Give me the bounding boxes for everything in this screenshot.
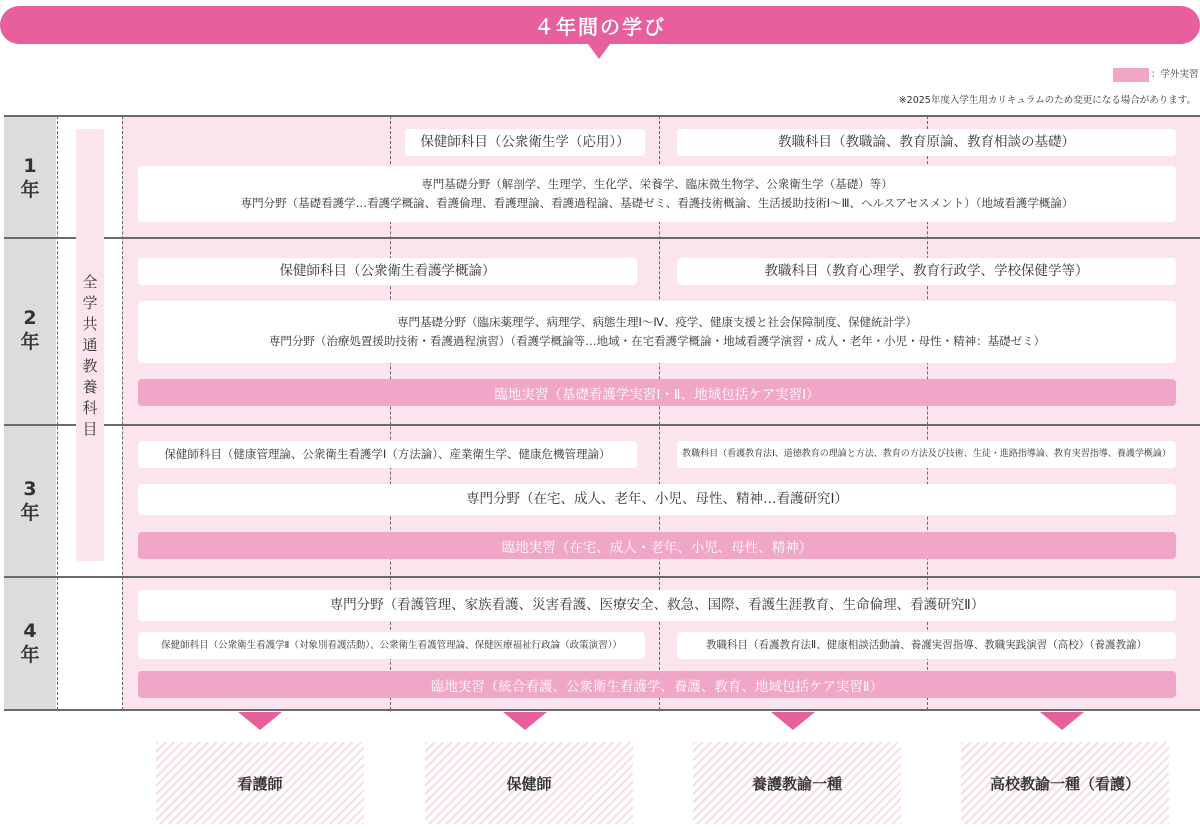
year-label-3: 3 年 [20, 478, 40, 524]
year3-phn-subjects: 保健師科目（健康管理論、公衆衛生看護学Ⅰ（方法論）、産業衛生学、健康危機管理論） [138, 441, 637, 468]
year-label-4: 4 年 [20, 620, 40, 666]
year3-specialized-subjects: 専門分野（在宅、成人、老年、小児、母性、精神…看護研究Ⅰ） [138, 484, 1176, 515]
year4-phn-subjects: 保健師科目（公衆衛生看護学Ⅱ（対象別看護活動）、公衆衛生看護管理論、保健医療福祉行政論（政策演習）） [138, 632, 645, 659]
year-label-2: 2 年 [20, 307, 40, 353]
divider [4, 709, 1200, 711]
year4-teaching-subjects: 教職科目（看護教育法Ⅱ、健康相談活動論、養護実習指導、教職実践演習（高校）（養護教諭） [677, 632, 1176, 659]
year3-teaching-subjects: 教職科目（看護教育法Ⅰ、道徳教育の理論と方法、教育の方法及び技術、生徒・進路指導論、教育実習指導、養護学概論） [677, 441, 1176, 468]
arrow-down-icon [503, 712, 547, 730]
year2-specialized-subjects: 専門基礎分野（臨床薬理学、病理学、病態生理Ⅰ～Ⅳ、疫学、健康支援と社会保障制度、保健統計学） 専門分野（治療処置援助技術・看護過程演習）（看護学概論等…地域・在宅看護学概論・地域看護学演習・成人・老年・小児・母性・精神：基礎ゼミ） [138, 301, 1176, 363]
year1-phn-subjects: 保健師科目（公衆衛生学（応用）） [405, 129, 645, 156]
arrow-down-icon [771, 712, 815, 730]
outcome-school-nurse-teacher: 養護教諭一種 [693, 742, 901, 824]
title-arrow-icon [588, 44, 610, 59]
page-title: ４年間の学び [0, 6, 1200, 44]
outcome-high-school-teacher: 高校教諭一種（看護） [961, 742, 1169, 824]
year1-teaching-subjects: 教職科目（教職論、教育原論、教育相談の基礎） [677, 129, 1176, 156]
year2-phn-subjects: 保健師科目（公衆衛生看護学概論） [138, 258, 637, 285]
divider-dashed [122, 116, 123, 710]
year1-specialized-subjects: 専門基礎分野（解剖学、生理学、生化学、栄養学、臨床微生物学、公衆衛生学（基礎）等） 専門分野（基礎看護学…看護学概論、看護倫理、看護理論、看護過程論、基礎ゼミ、看護技術概論、生活援助技術Ⅰ～Ⅲ、ヘルスアセスメント）（地域看護学概論） [138, 166, 1176, 222]
year2-teaching-subjects: 教職科目（教育心理学、教育行政学、学校保健学等） [677, 258, 1176, 285]
outcome-nurse: 看護師 [156, 742, 364, 824]
divider-dashed [57, 116, 58, 710]
year-label-1: 1 年 [20, 155, 40, 201]
divider [4, 424, 1200, 426]
divider [4, 237, 1200, 239]
legend-swatch [1113, 68, 1149, 82]
curriculum-note: ※2025年度入学生用カリキュラムのため変更になる場合があります。 [898, 95, 1196, 106]
arrow-down-icon [1040, 712, 1084, 730]
divider [4, 576, 1200, 578]
legend-label: ：学外実習 [1151, 69, 1199, 80]
outcome-public-health-nurse: 保健師 [425, 742, 633, 824]
year4-clinical-practice: 臨地実習（統合看護、公衆衛生看護学、養護、教育、地域包括ケア実習Ⅱ） [138, 671, 1176, 698]
common-subjects-label: 全学共通教養科目 [82, 273, 98, 438]
year3-clinical-practice: 臨地実習（在宅、成人・老年、小児、母性、精神） [138, 532, 1176, 559]
arrow-down-icon [238, 712, 282, 730]
year4-specialized-subjects: 専門分野（看護管理、家族看護、災害看護、医療安全、救急、国際、看護生涯教育、生命倫理、看護研究Ⅱ） [138, 590, 1176, 621]
divider [4, 115, 1200, 117]
year2-clinical-practice: 臨地実習（基礎看護学実習Ⅰ・Ⅱ、地域包括ケア実習Ⅰ） [138, 379, 1176, 406]
